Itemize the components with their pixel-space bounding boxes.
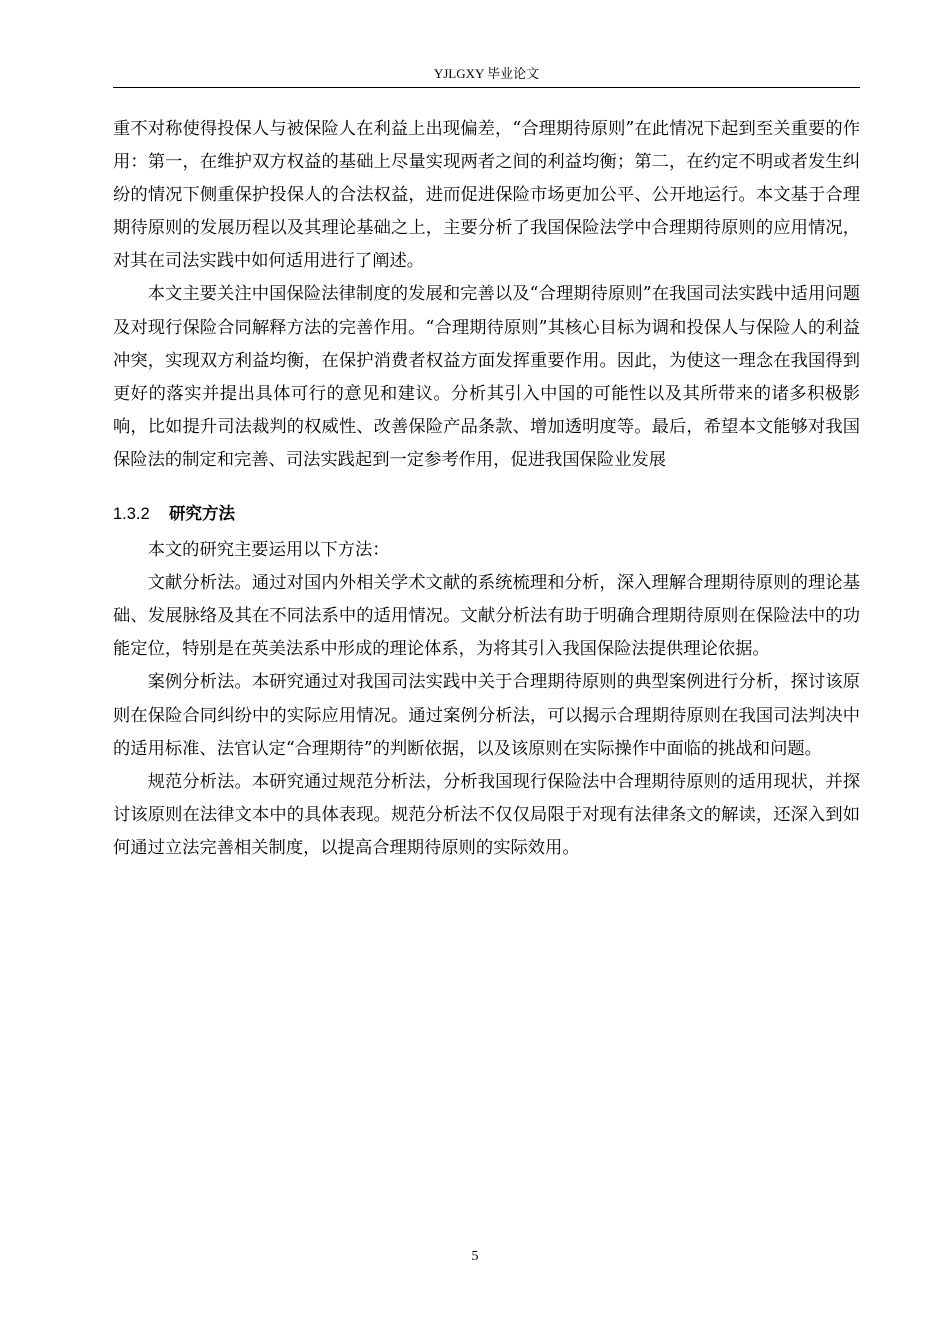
paragraph-literature-analysis: 文献分析法。通过对国内外相关学术文献的系统梳理和分析，深入理解合理期待原则的理论基础、发展脉络及其在不同法系中的适用情况。文献分析法有助于明确合理期待原则在保险法中的功能定位，特别是在英美法系中形成的理论体系，为将其引入我国保险法提供理论依据。	[113, 573, 860, 660]
paragraph-methods-intro: 本文的研究主要运用以下方法：	[147, 540, 390, 561]
section-heading	[113, 498, 860, 531]
section-title: 研究方法	[169, 505, 235, 524]
page-header: YJLGXY 毕业论文	[433, 66, 540, 81]
paragraph-research-focus: 本文主要关注中国保险法律制度的发展和完善以及“合理期待原则”在我国司法实践中适用问题及对现行保险合同解释方法的完善作用。“合理期待原则”其核心目标为调和投保人与保险人的利益冲突，实现双方利益均衡，在保护消费者权益方面发挥重要作用。因此，为使这一理念在我国得到更好的落实并提出具体可行的意见和建议。分析其引入中国的可能性以及其所带来的诸多积极影响，比如提升司法裁判的权威性、改善保险产品条款、增加透明度等。最后，希望本文能够对我国保险法的制定和完善、司法实践起到一定参考作用，促进我国保险业发展	[113, 284, 860, 470]
page-number: 5	[471, 1249, 479, 1264]
paragraph-case-analysis: 案例分析法。本研究通过对我国司法实践中关于合理期待原则的典型案例进行分析，探讨该原则在保险合同纠纷中的实际应用情况。通过案例分析法，可以揭示合理期待原则在我国司法判决中的适用标准、法官认定“合理期待”的判断依据，以及该原则在实际操作中面临的挑战和问题。	[113, 672, 860, 759]
paragraph-continued: 重不对称使得投保人与被保险人在利益上出现偏差，“合理期待原则”在此情况下起到至关重要的作用：第一，在维护双方权益的基础上尽量实现两者之间的利益均衡；第二，在约定不明或者发生纠纷的情况下侧重保护投保人的合法权益，进而促进保险市场更加公平、公开地运行。本文基于合理期待原则的发展历程以及其理论基础之上，主要分析了我国保险法学中合理期待原则的应用情况，对其在司法实践中如何适用进行了阐述。	[113, 119, 860, 272]
section-number: 1.3.2	[113, 505, 150, 524]
header-divider	[113, 87, 860, 88]
page-body	[113, 113, 860, 865]
paragraph-normative-analysis: 规范分析法。本研究通过规范分析法，分析我国现行保险法中合理期待原则的适用现状，并探讨该原则在法律文本中的具体表现。规范分析法不仅仅局限于对现有法律条文的解读，还深入到如何通过立法完善相关制度，以提高合理期待原则的实际效用。	[113, 771, 860, 858]
